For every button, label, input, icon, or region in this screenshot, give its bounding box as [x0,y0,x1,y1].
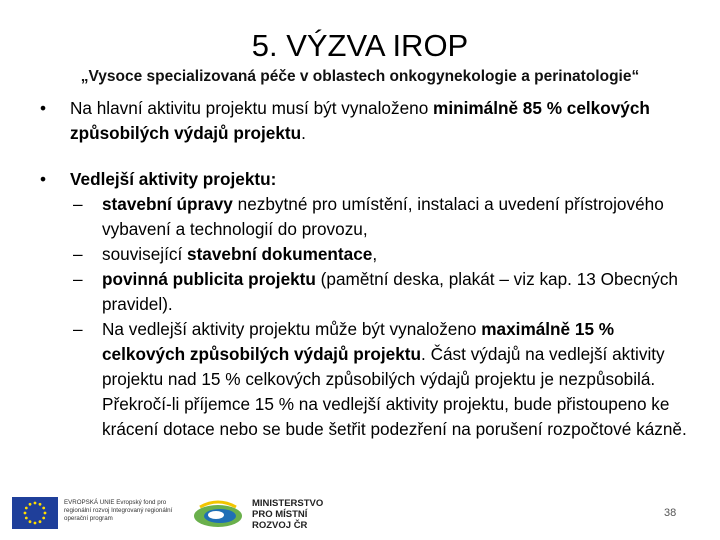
bullet-marker: • [40,98,47,118]
sub-item-max-expenses [28,317,696,442]
bullet-bold-text: minimálně 85 % celkových způsobilých výdajů projektu [70,98,650,143]
sub-item-publicity [28,267,696,317]
bullet-secondary-activities [28,167,696,192]
sub-item-bold: povinná publicita projektu [102,269,316,289]
sub-item-bold: stavební dokumentace [187,244,373,264]
bullet-text: Na hlavní aktivitu projektu musí být vynaloženo [70,98,434,118]
sub-item-construction [28,192,696,242]
sub-item-text: Na vedlejší aktivity projektu může být vynaloženo [102,319,482,339]
bullet-marker: • [40,169,47,189]
sub-item-text: . Část výdajů na vedlejší aktivity projektu nad 15 % celkových způsobilých výdajů projektu je nezpůsobilá. Překročí-li příjemce 15 % na vedlejší aktivity projektu, bude přistoupeno ke krácení dotace nebo se bude šetřit podezření na porušení rozpočtové kázně. [102,344,687,439]
sub-item-bold: maximálně 15 % celkových způsobilých výdajů projektu [102,319,615,364]
slide-content [28,96,696,442]
sub-item-text: , [372,244,378,264]
dash-marker: – [73,244,83,264]
sub-item-text: (pamětní deska, plakát – viz kap. 13 Obecných pravidel). [102,269,678,314]
slide-subtitle: „Vysoce specializovaná péče v oblastech onkogynekologie a perinatologie“ [80,68,640,85]
sub-item-bold: stavební úpravy [102,194,233,214]
bullet-heading: Vedlejší aktivity projektu: [70,169,277,189]
bullet-main-activity [28,96,696,146]
dash-marker: – [73,269,83,289]
sub-item-text: nezbytné pro umístění, instalaci a uvedení přístrojového vybavení a technologií do provozu, [102,194,664,239]
slide-title: 5. VÝZVA IROP [251,28,469,63]
dash-marker: – [73,319,83,339]
msr-logo-icon [190,497,246,533]
bullet-text: . [301,123,306,143]
msr-logo-text: MINISTERSTVO PRO MÍSTNÍ ROZVOJ ČR [252,498,324,531]
dash-marker: – [73,194,83,214]
eu-logo [12,497,190,531]
sub-item-documentation [28,242,696,267]
page-number: 38 [664,507,677,519]
sub-item-text: související [102,244,188,264]
eu-flag-icon [12,497,58,529]
eu-logo-text: EVROPSKÁ UNIE Evropský fond pro regionální rozvoj Integrovaný regionální operační program [64,499,173,522]
